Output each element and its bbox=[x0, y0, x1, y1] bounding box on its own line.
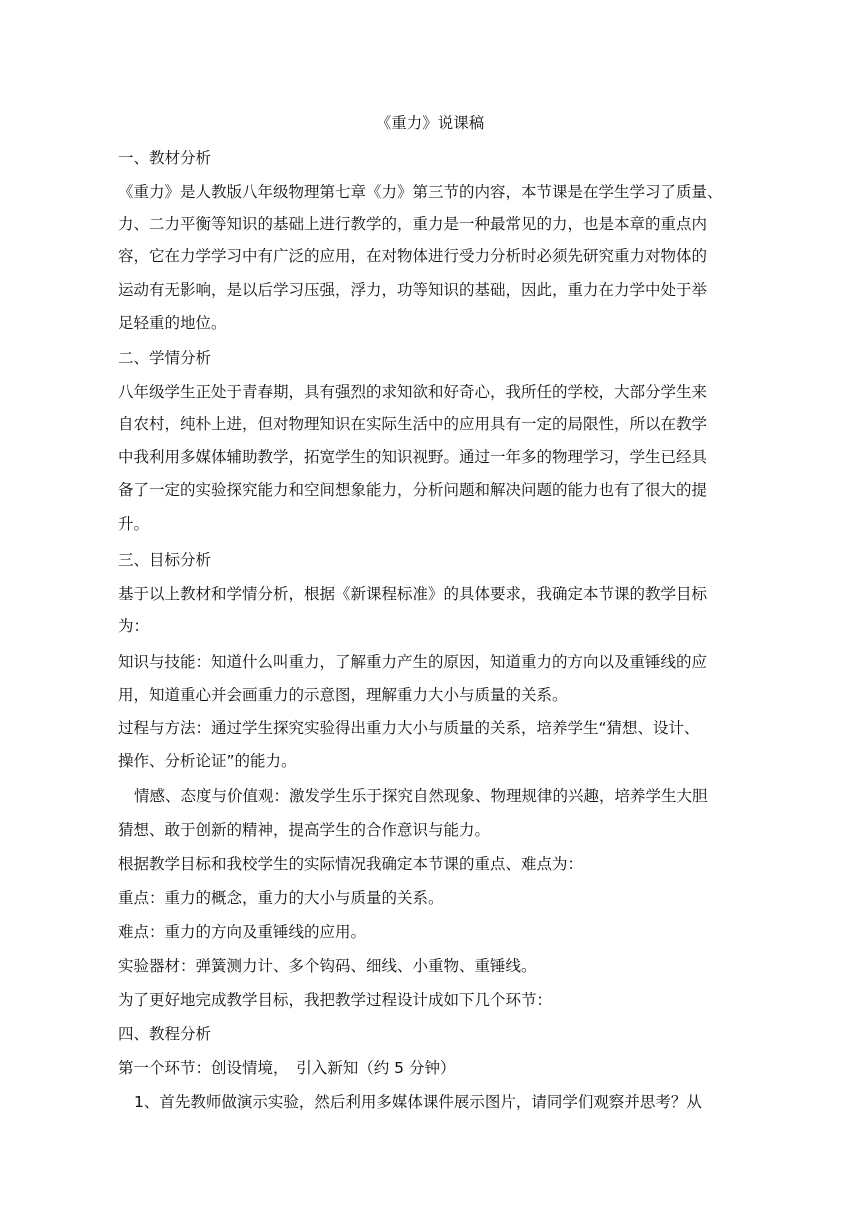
paragraph-line: 《重力》是人教版八年级物理第七章《力》第三节的内容，本节课是在学生学习了质量、 bbox=[118, 183, 723, 201]
paragraph-line: 第一个环节：创设情境， 引入新知（约 5 分钟） bbox=[118, 1059, 456, 1077]
paragraph-line: 为了更好地完成教学目标，我把教学过程设计成如下几个环节： bbox=[118, 991, 553, 1009]
paragraph-line: 知识与技能：知道什么叫重力，了解重力产生的原因，知道重力的方向以及重锤线的应 bbox=[118, 653, 708, 671]
paragraph-line: 基于以上教材和学情分析，根据《新课程标准》的具体要求，我确定本节课的教学目标 bbox=[118, 585, 708, 603]
paragraph-line: 升。 bbox=[118, 515, 150, 533]
paragraph-line: 操作、分析论证”的能力。 bbox=[118, 752, 297, 770]
equipment-line: 实验器材：弹簧测力计、多个钩码、细线、小重物、重锤线。 bbox=[118, 957, 537, 975]
paragraph-line: 情感、态度与价值观：激发学生乐于探究自然现象、物理规律的兴趣，培养学生大胆 bbox=[134, 787, 708, 805]
paragraph-line: 为： bbox=[118, 617, 150, 635]
paragraph-line: 根据教学目标和我校学生的实际情况我确定本节课的重点、难点为： bbox=[118, 855, 584, 873]
paragraph-line: 1、首先教师做演示实验，然后利用多媒体课件展示图片，请同学们观察并思考？从 bbox=[134, 1093, 702, 1111]
difficulty-line: 难点：重力的方向及重锤线的应用。 bbox=[118, 923, 367, 941]
paragraph-line: 中我利用多媒体辅助教学，拓宽学生的知识视野。通过一年多的物理学习，学生已经具 bbox=[118, 448, 708, 466]
section-heading-textbook-analysis: 一、教材分析 bbox=[118, 149, 212, 167]
key-point-line: 重点：重力的概念，重力的大小与质量的关系。 bbox=[118, 889, 444, 907]
paragraph-line: 足轻重的地位。 bbox=[118, 314, 227, 332]
paragraph-line: 自农村，纯朴上进，但对物理知识在实际生活中的应用具有一定的局限性，所以在教学 bbox=[118, 415, 708, 433]
section-heading-student-analysis: 二、学情分析 bbox=[118, 349, 212, 367]
paragraph-line: 运动有无影响，是以后学习压强，浮力，功等知识的基础，因此，重力在力学中处于举 bbox=[118, 281, 708, 299]
paragraph-line: 用，知道重心并会画重力的示意图，理解重力大小与质量的关系。 bbox=[118, 686, 568, 704]
paragraph-line: 猜想、敢于创新的精神，提高学生的合作意识与能力。 bbox=[118, 821, 491, 839]
paragraph-line: 力、二力平衡等知识的基础上进行教学的，重力是一种最常见的力，也是本章的重点内 bbox=[118, 215, 708, 233]
paragraph-line: 八年级学生正处于青春期，具有强烈的求知欲和好奇心，我所任的学校，大部分学生来 bbox=[118, 383, 708, 401]
section-heading-goal-analysis: 三、目标分析 bbox=[118, 551, 212, 569]
section-heading-process-analysis: 四、教程分析 bbox=[118, 1025, 212, 1043]
paragraph-line: 备了一定的实验探究能力和空间想象能力，分析问题和解决问题的能力也有了很大的提 bbox=[118, 481, 708, 499]
paragraph-line: 容，它在力学学习中有广泛的应用，在对物体进行受力分析时必须先研究重力对物体的 bbox=[118, 247, 708, 265]
paragraph-line: 过程与方法：通过学生探究实验得出重力大小与质量的关系，培养学生“猜想、设计、 bbox=[118, 719, 700, 737]
document-title: 《重力》说课稿 bbox=[375, 114, 485, 132]
